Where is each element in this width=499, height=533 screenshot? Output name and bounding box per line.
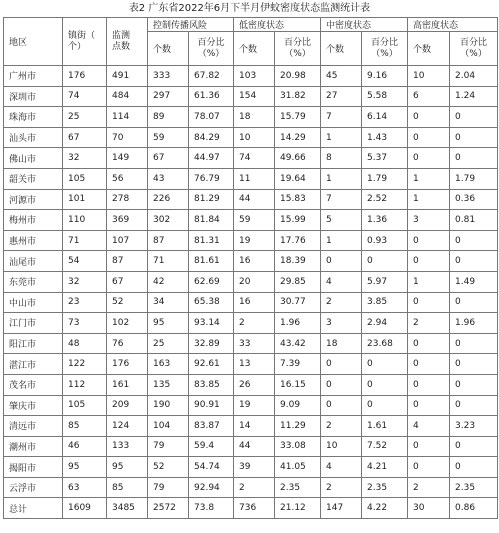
table-cell: 83.87	[189, 416, 234, 437]
table-row	[4, 354, 498, 375]
table-cell: 61.36	[189, 86, 234, 107]
table-cell: 63	[63, 477, 107, 498]
table-cell: 43.42	[275, 333, 321, 354]
table-cell: 95	[148, 313, 189, 334]
table-cell: 0	[450, 436, 498, 457]
table-cell: 81.61	[189, 251, 234, 272]
table-cell: 14	[234, 416, 275, 437]
table-cell: 0.36	[450, 189, 498, 210]
table-cell: 101	[63, 189, 107, 210]
table-cell: 62.69	[189, 271, 234, 292]
table-cell: 33	[234, 333, 275, 354]
table-cell: 3	[408, 210, 450, 231]
table-cell: 484	[107, 86, 148, 107]
row-region-cell: 汕尾市	[4, 251, 63, 272]
table-cell: 0	[450, 333, 498, 354]
table-cell: 76.79	[189, 168, 234, 189]
table-cell: 15.99	[275, 210, 321, 231]
table-row	[4, 498, 498, 519]
table-cell: 92.61	[189, 354, 234, 375]
header-pct-line2: （%）	[284, 48, 311, 59]
table-cell: 0	[450, 251, 498, 272]
table-cell: 0	[408, 292, 450, 313]
table-cell: 39	[234, 457, 275, 478]
table-cell: 46	[63, 436, 107, 457]
table-cell: 89	[148, 107, 189, 128]
table-cell: 81.84	[189, 210, 234, 231]
table-cell: 93.14	[189, 313, 234, 334]
row-region-cell: 广州市	[4, 66, 63, 87]
table-cell: 16	[234, 251, 275, 272]
table-cell: 81.31	[189, 230, 234, 251]
table-cell: 79	[148, 436, 189, 457]
table-cell: 2	[321, 292, 362, 313]
header-pct	[362, 32, 408, 66]
header-pct-line1: 百分比	[197, 37, 225, 48]
table-cell: 16	[234, 292, 275, 313]
table-cell: 176	[107, 354, 148, 375]
table-cell: 70	[107, 127, 148, 148]
table-cell: 71	[63, 230, 107, 251]
table-cell: 5	[321, 210, 362, 231]
table-cell: 278	[107, 189, 148, 210]
table-cell: 1609	[63, 498, 107, 519]
table-cell: 8	[321, 148, 362, 169]
table-cell: 5.37	[362, 148, 408, 169]
table-cell: 11	[234, 168, 275, 189]
table-cell: 1.96	[275, 313, 321, 334]
table-cell: 59.4	[189, 436, 234, 457]
row-region-cell: 茂名市	[4, 374, 63, 395]
table-cell: 2.04	[450, 66, 498, 87]
table-cell: 4.21	[362, 457, 408, 478]
header-pct-line1: 百分比	[284, 37, 312, 48]
table-cell: 67	[107, 271, 148, 292]
table-cell: 161	[107, 374, 148, 395]
row-region-cell: 韶关市	[4, 168, 63, 189]
table-cell: 76	[107, 333, 148, 354]
table-row	[4, 292, 498, 313]
table-cell: 74	[234, 148, 275, 169]
table-cell: 103	[234, 66, 275, 87]
row-region-cell: 中山市	[4, 292, 63, 313]
table-cell: 10	[234, 127, 275, 148]
table-cell: 23	[63, 292, 107, 313]
header-count: 个数	[234, 32, 275, 66]
table-caption: 表2 广东省2022年6月下半月伊蚊密度状态监测统计表	[128, 3, 371, 14]
table-cell: 19.64	[275, 168, 321, 189]
table-cell: 0.86	[450, 498, 498, 519]
table-cell: 149	[107, 148, 148, 169]
table-cell: 87	[107, 251, 148, 272]
table-cell: 18	[321, 333, 362, 354]
table-cell: 44.97	[189, 148, 234, 169]
table-cell: 7.52	[362, 436, 408, 457]
table-cell: 73.8	[189, 498, 234, 519]
table-cell: 90.91	[189, 395, 234, 416]
table-cell: 27	[321, 86, 362, 107]
table-row	[4, 477, 498, 498]
header-pct	[189, 32, 234, 66]
table-cell: 147	[321, 498, 362, 519]
table-cell: 1	[321, 127, 362, 148]
table-cell: 2	[234, 477, 275, 498]
table-cell: 0	[408, 230, 450, 251]
table-cell: 0	[408, 395, 450, 416]
table-row	[4, 189, 498, 210]
table-cell: 0	[450, 354, 498, 375]
table-cell: 2	[234, 313, 275, 334]
table-cell: 1	[408, 271, 450, 292]
table-cell: 105	[63, 168, 107, 189]
row-region-cell: 总计	[4, 498, 63, 519]
table-cell: 1.49	[450, 271, 498, 292]
table-cell: 84.29	[189, 127, 234, 148]
header-count: 个数	[148, 32, 189, 66]
table-cell: 74	[63, 86, 107, 107]
table-row	[4, 436, 498, 457]
table-cell: 1.43	[362, 127, 408, 148]
table-cell: 0	[362, 395, 408, 416]
table-cell: 4.22	[362, 498, 408, 519]
table-cell: 1	[408, 168, 450, 189]
row-region-cell: 潮州市	[4, 436, 63, 457]
header-towns-line1: 镇街（	[68, 30, 96, 41]
header-points-line1: 监测	[112, 30, 131, 41]
table-cell: 1.79	[362, 168, 408, 189]
table-cell: 1	[321, 168, 362, 189]
table-cell: 0	[408, 436, 450, 457]
table-cell: 5.58	[362, 86, 408, 107]
table-cell: 85	[107, 477, 148, 498]
table-cell: 176	[63, 66, 107, 87]
table-cell: 31.82	[275, 86, 321, 107]
table-cell: 81.29	[189, 189, 234, 210]
table-row	[4, 107, 498, 128]
table-cell: 190	[148, 395, 189, 416]
row-region-cell: 肇庆市	[4, 395, 63, 416]
row-region-cell: 阳江市	[4, 333, 63, 354]
table-row	[4, 395, 498, 416]
table-cell: 11.29	[275, 416, 321, 437]
table-cell: 4	[408, 416, 450, 437]
table-cell: 79	[148, 477, 189, 498]
table-cell: 124	[107, 416, 148, 437]
table-cell: 52	[107, 292, 148, 313]
table-cell: 491	[107, 66, 148, 87]
table-cell: 1.79	[450, 168, 498, 189]
row-region-cell: 东莞市	[4, 271, 63, 292]
table-cell: 226	[148, 189, 189, 210]
table-cell: 44	[234, 189, 275, 210]
table-cell: 0	[321, 251, 362, 272]
table-cell: 1	[321, 230, 362, 251]
header-group-medium: 中密度状态	[321, 18, 408, 32]
table-cell: 30	[408, 498, 450, 519]
header-region: 地区	[4, 18, 63, 66]
header-towns	[63, 18, 107, 66]
table-cell: 42	[148, 271, 189, 292]
table-row	[4, 168, 498, 189]
table-cell: 3.85	[362, 292, 408, 313]
table-cell: 154	[234, 86, 275, 107]
table-cell: 0	[408, 333, 450, 354]
table-cell: 209	[107, 395, 148, 416]
table-row	[4, 127, 498, 148]
row-region-cell: 汕头市	[4, 127, 63, 148]
table-cell: 14.29	[275, 127, 321, 148]
table-cell: 67.82	[189, 66, 234, 87]
table-cell: 6	[408, 86, 450, 107]
table-cell: 54	[63, 251, 107, 272]
table-row	[4, 86, 498, 107]
table-row	[4, 333, 498, 354]
table-cell: 10	[408, 66, 450, 87]
table-cell: 25	[148, 333, 189, 354]
header-pct-line1: 百分比	[460, 37, 488, 48]
table-cell: 297	[148, 86, 189, 107]
table-row	[4, 148, 498, 169]
table-cell: 302	[148, 210, 189, 231]
header-group-high: 高密度状态	[408, 18, 498, 32]
table-row	[4, 210, 498, 231]
table-cell: 4	[321, 271, 362, 292]
row-region-cell: 深圳市	[4, 86, 63, 107]
table-cell: 0	[408, 354, 450, 375]
table-cell: 0	[362, 251, 408, 272]
table-cell: 3485	[107, 498, 148, 519]
row-region-cell: 清远市	[4, 416, 63, 437]
table-cell: 5.97	[362, 271, 408, 292]
table-cell: 2572	[148, 498, 189, 519]
mosquito-density-table	[3, 17, 498, 519]
table-cell: 18.39	[275, 251, 321, 272]
table-cell: 92.94	[189, 477, 234, 498]
table-cell: 0	[408, 127, 450, 148]
table-cell: 0	[408, 148, 450, 169]
table-cell: 19	[234, 395, 275, 416]
table-cell: 78.07	[189, 107, 234, 128]
table-cell: 56	[107, 168, 148, 189]
row-region-cell: 惠州市	[4, 230, 63, 251]
table-cell: 1.61	[362, 416, 408, 437]
row-region-cell: 佛山市	[4, 148, 63, 169]
table-cell: 34	[148, 292, 189, 313]
table-cell: 44	[234, 436, 275, 457]
table-cell: 0.93	[362, 230, 408, 251]
table-cell: 0	[450, 148, 498, 169]
table-row	[4, 313, 498, 334]
row-region-cell: 揭阳市	[4, 457, 63, 478]
table-cell: 1.96	[450, 313, 498, 334]
table-cell: 85	[63, 416, 107, 437]
row-region-cell: 云浮市	[4, 477, 63, 498]
table-cell: 67	[148, 148, 189, 169]
table-cell: 0	[450, 395, 498, 416]
row-region-cell: 珠海市	[4, 107, 63, 128]
header-count: 个数	[408, 32, 450, 66]
header-pct-line2: （%）	[371, 48, 398, 59]
table-cell: 10	[321, 436, 362, 457]
table-cell: 15.79	[275, 107, 321, 128]
table-cell: 26	[234, 374, 275, 395]
table-cell: 0	[450, 230, 498, 251]
table-cell: 2.35	[275, 477, 321, 498]
table-cell: 107	[107, 230, 148, 251]
header-row-1	[4, 18, 498, 32]
table-cell: 0	[450, 374, 498, 395]
table-cell: 2	[408, 313, 450, 334]
table-cell: 54.74	[189, 457, 234, 478]
table-cell: 0	[362, 374, 408, 395]
table-cell: 73	[63, 313, 107, 334]
table-cell: 65.38	[189, 292, 234, 313]
header-pct-line1: 百分比	[371, 37, 399, 48]
table-cell: 32	[63, 271, 107, 292]
table-cell: 1.24	[450, 86, 498, 107]
table-cell: 0	[408, 374, 450, 395]
table-cell: 30.77	[275, 292, 321, 313]
table-cell: 20.98	[275, 66, 321, 87]
table-cell: 32	[63, 148, 107, 169]
table-cell: 59	[148, 127, 189, 148]
table-cell: 2	[321, 416, 362, 437]
table-cell: 133	[107, 436, 148, 457]
table-cell: 32.89	[189, 333, 234, 354]
table-cell: 2.94	[362, 313, 408, 334]
table-cell: 102	[107, 313, 148, 334]
row-region-cell: 梅州市	[4, 210, 63, 231]
table-cell: 52	[148, 457, 189, 478]
table-cell: 9.09	[275, 395, 321, 416]
table-cell: 0	[408, 107, 450, 128]
header-points-line2: 点数	[112, 41, 131, 52]
table-cell: 29.85	[275, 271, 321, 292]
table-cell: 33.08	[275, 436, 321, 457]
header-pct	[275, 32, 321, 66]
table-cell: 67	[63, 127, 107, 148]
table-cell: 9.16	[362, 66, 408, 87]
table-cell: 112	[63, 374, 107, 395]
table-cell: 0	[450, 107, 498, 128]
table-cell: 19	[234, 230, 275, 251]
table-cell: 110	[63, 210, 107, 231]
table-cell: 45	[321, 66, 362, 87]
table-cell: 4	[321, 457, 362, 478]
table-cell: 0	[408, 457, 450, 478]
table-cell: 2	[408, 477, 450, 498]
table-cell: 15.83	[275, 189, 321, 210]
table-cell: 13	[234, 354, 275, 375]
table-cell: 59	[234, 210, 275, 231]
table-cell: 104	[148, 416, 189, 437]
table-cell: 0	[321, 354, 362, 375]
table-cell: 2.52	[362, 189, 408, 210]
table-cell: 0	[362, 354, 408, 375]
table-row	[4, 251, 498, 272]
table-cell: 25	[63, 107, 107, 128]
header-pct-line2: （%）	[197, 48, 225, 59]
table-cell: 7	[321, 189, 362, 210]
table-cell: 0	[408, 251, 450, 272]
table-cell: 7.39	[275, 354, 321, 375]
table-row	[4, 230, 498, 251]
table-row	[4, 66, 498, 87]
table-cell: 122	[63, 354, 107, 375]
table-cell: 87	[148, 230, 189, 251]
table-cell: 18	[234, 107, 275, 128]
table-cell: 23.68	[362, 333, 408, 354]
table-cell: 17.76	[275, 230, 321, 251]
row-region-cell: 湛江市	[4, 354, 63, 375]
table-cell: 105	[63, 395, 107, 416]
table-cell: 333	[148, 66, 189, 87]
table-cell: 163	[148, 354, 189, 375]
table-cell: 95	[107, 457, 148, 478]
table-cell: 0.81	[450, 210, 498, 231]
table-cell: 2.35	[362, 477, 408, 498]
table-cell: 21.12	[275, 498, 321, 519]
table-cell: 114	[107, 107, 148, 128]
header-pct-line2: （%）	[460, 48, 487, 59]
table-cell: 43	[148, 168, 189, 189]
table-cell: 2.35	[450, 477, 498, 498]
table-cell: 0	[321, 374, 362, 395]
header-group-control: 控制传播风险	[148, 18, 234, 32]
table-row	[4, 271, 498, 292]
table-cell: 135	[148, 374, 189, 395]
table-cell: 0	[321, 395, 362, 416]
table-cell: 48	[63, 333, 107, 354]
table-cell: 7	[321, 107, 362, 128]
table-row	[4, 416, 498, 437]
table-cell: 2	[321, 477, 362, 498]
table-cell: 95	[63, 457, 107, 478]
header-pct	[450, 32, 498, 66]
table-cell: 3.23	[450, 416, 498, 437]
table-cell: 6.14	[362, 107, 408, 128]
table-cell: 0	[450, 457, 498, 478]
header-points	[107, 18, 148, 66]
table-cell: 49.66	[275, 148, 321, 169]
table-row	[4, 457, 498, 478]
table-cell: 83.85	[189, 374, 234, 395]
header-count: 个数	[321, 32, 362, 66]
table-row	[4, 374, 498, 395]
table-cell: 369	[107, 210, 148, 231]
table-cell: 0	[450, 292, 498, 313]
table-cell: 3	[321, 313, 362, 334]
row-region-cell: 河源市	[4, 189, 63, 210]
table-cell: 16.15	[275, 374, 321, 395]
header-group-low: 低密度状态	[234, 18, 321, 32]
table-cell: 1	[408, 189, 450, 210]
row-region-cell: 江门市	[4, 313, 63, 334]
table-cell: 20	[234, 271, 275, 292]
table-cell: 1.36	[362, 210, 408, 231]
header-towns-line2: 个）	[68, 41, 87, 52]
table-cell: 71	[148, 251, 189, 272]
table-cell: 41.05	[275, 457, 321, 478]
table-cell: 736	[234, 498, 275, 519]
table-cell: 0	[450, 127, 498, 148]
